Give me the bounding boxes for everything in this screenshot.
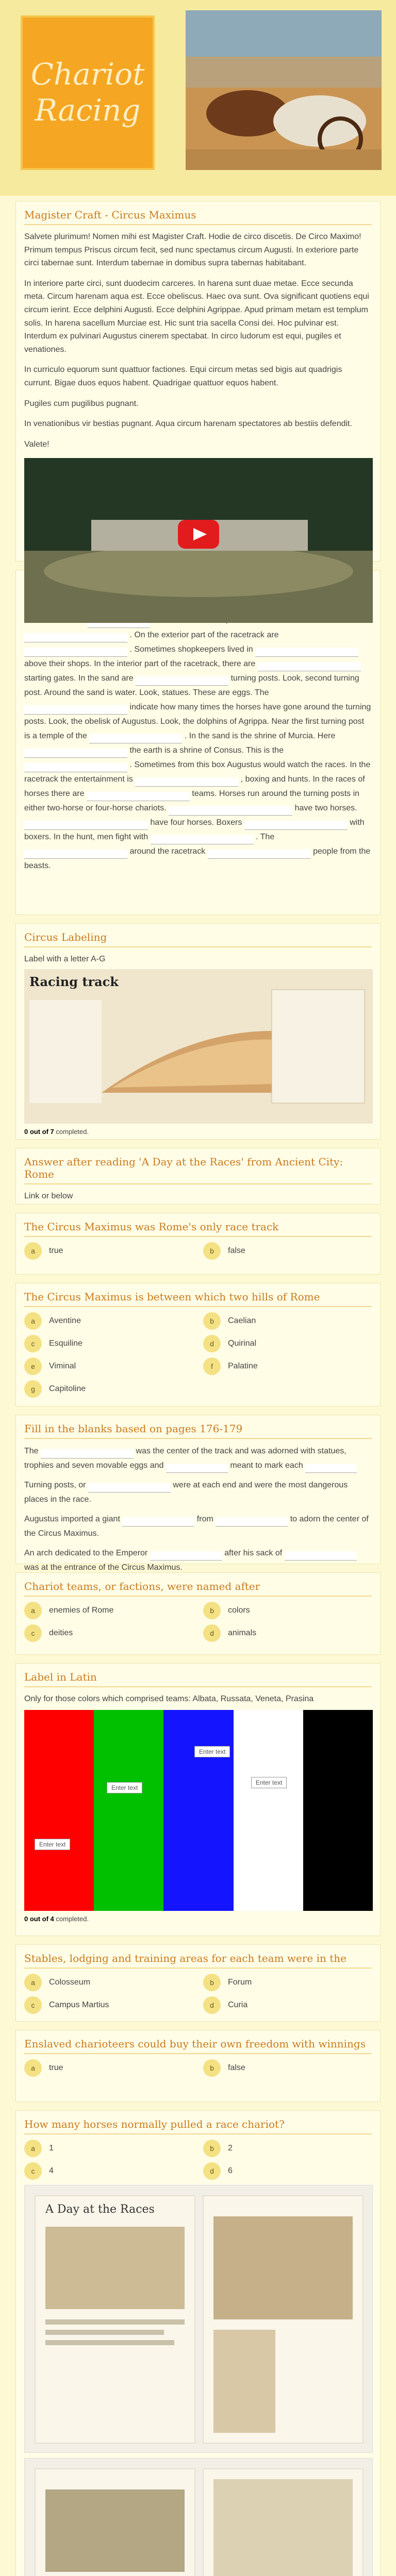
paragraph: Valete! bbox=[24, 439, 50, 449]
blank-input[interactable] bbox=[258, 662, 361, 671]
blue-band bbox=[163, 1710, 233, 1911]
blank-input[interactable] bbox=[135, 777, 238, 787]
latin-label-section bbox=[15, 1663, 381, 1936]
section-heading: Fill in the blanks based on pages 176-179 bbox=[24, 1422, 372, 1439]
question-horses bbox=[15, 2110, 381, 2576]
label-input[interactable]: Enter text bbox=[107, 1782, 142, 1793]
transcript-text: Boxers bbox=[216, 818, 242, 827]
question-hills bbox=[15, 1283, 381, 1406]
option-key: a bbox=[24, 2140, 42, 2157]
answer-option[interactable] bbox=[24, 1312, 193, 1330]
blank-input[interactable] bbox=[88, 1483, 171, 1493]
black-band bbox=[303, 1710, 373, 1911]
answer-option[interactable] bbox=[203, 1602, 372, 1619]
fill-text: was the center of the track and was adorned with statues, trophies and seven movable eggs and bbox=[24, 1447, 346, 1470]
fill-text: was at the entrance of the Circus Maximus. bbox=[24, 1563, 183, 1572]
transcript-text: In the interior part of the racetrack, there are bbox=[94, 659, 256, 668]
question-only-track bbox=[15, 1213, 381, 1275]
blank-input[interactable] bbox=[136, 676, 228, 686]
answer-option[interactable] bbox=[24, 1996, 193, 2014]
transcript-text: . Sometimes from this box Augustus would watch the races. In the racetrack the entertainment is bbox=[24, 760, 371, 784]
option-label: deities bbox=[49, 1629, 73, 1637]
option-key: a bbox=[24, 2059, 42, 2077]
color-board bbox=[24, 1710, 373, 1911]
label-input[interactable]: Enter text bbox=[35, 1839, 70, 1850]
question-factions bbox=[15, 1572, 381, 1655]
option-key: f bbox=[203, 1358, 221, 1375]
option-key: b bbox=[203, 2059, 221, 2077]
option-label: Aventine bbox=[49, 1316, 81, 1325]
fill-text: Turning posts, or bbox=[24, 1481, 86, 1489]
transcript-text: teams. Horses run around the turning posts in either two-horse or four-horse chariots. bbox=[24, 789, 360, 812]
paragraph: In venationibus vir bestias pugnant. Aqua circum harenam spectatores ab bestiis defendit. bbox=[24, 419, 352, 429]
header-image bbox=[186, 10, 382, 170]
blank-input[interactable] bbox=[24, 705, 127, 715]
transcript-text: In the races of horses there are bbox=[24, 775, 365, 798]
transcript-text: turning posts. Look, second turning post. Around the sand is water. Look, statues. These are eggs. The bbox=[24, 674, 359, 697]
fill-text: Augustus imported a giant bbox=[24, 1515, 120, 1523]
fill-text: to adorn the center of the Circus Maximus. bbox=[24, 1515, 369, 1538]
section-heading: Magister Craft - Circus Maximus bbox=[24, 209, 372, 225]
label-input[interactable]: Enter text bbox=[194, 1746, 230, 1757]
answer-option[interactable] bbox=[24, 1335, 193, 1352]
option-key: c bbox=[24, 1996, 42, 2014]
circus-label-section bbox=[15, 923, 381, 1140]
blank-input[interactable] bbox=[24, 749, 127, 758]
option-label: enemies of Rome bbox=[49, 1606, 114, 1615]
option-key: a bbox=[24, 1312, 42, 1330]
blank-input[interactable] bbox=[150, 1551, 222, 1561]
section-heading: Label in Latin bbox=[24, 1671, 372, 1687]
blank-input[interactable] bbox=[41, 1449, 134, 1459]
answer-option[interactable] bbox=[203, 1358, 372, 1375]
video-player[interactable] bbox=[24, 458, 373, 623]
transcript-text: have four horses. bbox=[150, 818, 214, 827]
book-title: A Day at the Races bbox=[45, 2203, 155, 2216]
answer-option[interactable] bbox=[203, 2059, 372, 2077]
answer-option[interactable] bbox=[203, 1335, 372, 1352]
answer-option[interactable] bbox=[24, 2162, 193, 2180]
option-key: c bbox=[24, 2162, 42, 2180]
blank-input[interactable] bbox=[24, 763, 127, 772]
blank-input[interactable] bbox=[166, 1464, 228, 1473]
paragraph: Pugiles cum pugilibus pugnant. bbox=[24, 399, 139, 408]
transcript-text: people from the beasts. bbox=[24, 847, 371, 870]
answer-option[interactable] bbox=[203, 2140, 372, 2157]
green-band bbox=[94, 1710, 163, 1911]
option-key: b bbox=[203, 1312, 221, 1330]
section-heading: Chariot teams, or factions, were named after bbox=[24, 1580, 372, 1597]
paragraph: In interiore parte circi, sunt duodecim carceres. In harena sunt duae metae. Ecce secunda meta. Circum harenam aqua est. Ecce obeliscus. Haec ova sunt. Ova significant quotiens equi circum ierint. Ecce delphini Augusti. Ecce delphini Agrippae. Apud primam metam est templum solis. In harena sacellum Murciae est. Hic sunt tria sacella Consi dei. Hoc pulvinar est. Interdum ex pulvinari Augustus cinerem spectabat. In circo ludorum est equi, pugiles et venationes. bbox=[24, 279, 369, 354]
option-label: Curia bbox=[228, 2001, 248, 2009]
transcript-text: indicate how many times the horses have gone around the turning posts. Look, the obelisk of Augustus. Look, the dolphins of Agrippa. Near the first turning post is a temple of the bbox=[24, 703, 371, 740]
section-heading: How many horses normally pulled a race chariot? bbox=[24, 2118, 372, 2134]
option-label: animals bbox=[228, 1629, 257, 1637]
paragraph: Salvete plurimum! Nomen mihi est Magister Craft. Hodie de circo discetis. De Circo Maximo! Primum tempus Priscus circum fecit, sed nunc spectamus circum Augusti. In exteriore parte circi tabernae sunt. Interdum tabernae in domibus supra tabernas habitabant. bbox=[24, 232, 361, 268]
transcript-body bbox=[24, 599, 372, 873]
question-enslaved bbox=[15, 2030, 381, 2102]
option-label: Quirinal bbox=[228, 1339, 257, 1348]
red-band bbox=[24, 1710, 94, 1911]
option-label: Colosseum bbox=[49, 1978, 91, 1987]
fill-body bbox=[24, 1444, 372, 1575]
header bbox=[0, 0, 396, 196]
option-key: d bbox=[203, 2162, 221, 2180]
option-key: a bbox=[24, 1242, 42, 1260]
option-label: Palatine bbox=[228, 1362, 258, 1370]
section-heading: Circus Labeling bbox=[24, 931, 372, 947]
title-box bbox=[21, 15, 155, 170]
blank-input[interactable] bbox=[24, 648, 127, 657]
transcript-text: with boxers. bbox=[24, 818, 365, 841]
transcript-text: above their shops. bbox=[24, 659, 92, 668]
instruction: Label with a letter A-G bbox=[24, 955, 106, 963]
page-title: Chariot Racing bbox=[30, 57, 145, 128]
fill-sentence bbox=[24, 1478, 372, 1507]
option-key: a bbox=[24, 1974, 42, 1991]
answer-option[interactable] bbox=[24, 1380, 193, 1398]
option-label: Viminal bbox=[49, 1362, 76, 1370]
option-label: Campus Martius bbox=[49, 2001, 109, 2009]
section-body: Link or below bbox=[24, 1192, 73, 1200]
blank-input[interactable] bbox=[87, 792, 190, 801]
transcript-text: starting gates. In the sand are bbox=[24, 674, 134, 683]
option-key: b bbox=[203, 1242, 221, 1260]
transcript-text: have two horses. bbox=[294, 804, 357, 812]
fill-sentence bbox=[24, 1444, 372, 1473]
book-spread bbox=[24, 2458, 373, 2576]
section-heading: The Circus Maximus is between which two hills of Rome bbox=[24, 1291, 372, 1307]
option-label: Forum bbox=[228, 1978, 252, 1987]
transcript-text: . In the sand is the shrine of Murcia. Here bbox=[184, 732, 336, 740]
option-key: d bbox=[203, 1996, 221, 2014]
blank-input[interactable] bbox=[285, 1551, 357, 1561]
option-label: false bbox=[228, 2063, 245, 2072]
answer-option[interactable] bbox=[24, 2140, 193, 2157]
fill-sentence bbox=[24, 1512, 372, 1541]
option-label: Capitoline bbox=[49, 1384, 86, 1393]
blank-input[interactable] bbox=[208, 850, 311, 859]
transcript-text: , boxing and hunts. bbox=[240, 775, 310, 784]
intro-section bbox=[15, 201, 381, 562]
label-input[interactable]: Enter text bbox=[251, 1777, 287, 1788]
question-stables bbox=[15, 1944, 381, 2022]
option-label: true bbox=[49, 1246, 63, 1255]
transcript-text: . The bbox=[256, 833, 275, 841]
option-key: c bbox=[24, 1624, 42, 1642]
instruction: Only for those colors which comprised teams: Albata, Russata, Veneta, Prasina bbox=[24, 1694, 314, 1703]
circus-diagram bbox=[24, 969, 373, 1124]
play-icon[interactable] bbox=[178, 520, 219, 549]
paragraph: In curriculo equorum sunt quattuor factiones. Equi circum metas sed bigis aut quadrigis currunt. Bigae duos equos habent. Quadrigae quattuor equos habent. bbox=[24, 365, 342, 387]
answer-option[interactable] bbox=[203, 1974, 372, 1991]
image-title: Racing track bbox=[29, 974, 119, 989]
transcript-text: . Sometimes shopkeepers lived in bbox=[129, 645, 253, 654]
section-heading: The Circus Maximus was Rome's only race track bbox=[24, 1221, 372, 1237]
option-label: Esquiline bbox=[49, 1339, 82, 1348]
blank-input[interactable] bbox=[122, 1517, 194, 1527]
option-label: 2 bbox=[228, 2144, 233, 2153]
blank-input[interactable] bbox=[24, 633, 127, 642]
answer-option[interactable] bbox=[203, 1624, 372, 1642]
day-races-section bbox=[15, 1148, 381, 1205]
section-heading: Answer after reading 'A Day at the Races' from Ancient City: Rome bbox=[24, 1156, 372, 1184]
option-label: false bbox=[228, 1246, 245, 1255]
option-key: d bbox=[203, 1624, 221, 1642]
blank-input[interactable] bbox=[151, 835, 254, 844]
fill-text: after his sack of bbox=[224, 1549, 283, 1557]
option-key: a bbox=[24, 1602, 42, 1619]
fill-pages-section bbox=[15, 1415, 381, 1572]
blank-input[interactable] bbox=[305, 1464, 357, 1473]
option-label: colors bbox=[228, 1606, 250, 1615]
section-heading: Enslaved charioteers could buy their own freedom with winnings bbox=[24, 2038, 372, 2054]
transcript-text: . On the exterior part of the racetrack are bbox=[129, 631, 279, 639]
transcript-text: around the racetrack bbox=[129, 847, 206, 856]
answer-option[interactable] bbox=[24, 1358, 193, 1375]
fill-text: The bbox=[24, 1447, 39, 1455]
section-heading: Stables, lodging and training areas for each team were in the bbox=[24, 1952, 372, 1969]
fill-sentence bbox=[24, 1546, 372, 1575]
fill-text: meant to mark each bbox=[230, 1461, 303, 1470]
option-key: e bbox=[24, 1358, 42, 1375]
answer-option[interactable] bbox=[24, 1242, 193, 1260]
answer-option[interactable] bbox=[203, 1996, 372, 2014]
answer-option[interactable] bbox=[203, 2162, 372, 2180]
option-key: c bbox=[24, 1335, 42, 1352]
answer-option[interactable] bbox=[24, 2059, 193, 2077]
fill-text: from bbox=[196, 1515, 213, 1523]
option-key: d bbox=[203, 1335, 221, 1352]
blank-input[interactable] bbox=[255, 648, 358, 657]
answer-option[interactable] bbox=[24, 1974, 193, 1991]
blank-input[interactable] bbox=[216, 1517, 288, 1527]
white-band bbox=[234, 1710, 303, 1911]
option-label: 1 bbox=[49, 2144, 54, 2153]
answer-option[interactable] bbox=[203, 1312, 372, 1330]
option-label: 6 bbox=[228, 2166, 233, 2175]
score-text: 0 out of 4 completed. bbox=[24, 1914, 89, 1923]
blank-input[interactable] bbox=[244, 821, 348, 830]
blank-input[interactable] bbox=[89, 734, 182, 743]
content bbox=[15, 201, 381, 2576]
fill-text: were at each end and were the most dangerous places in the race. bbox=[24, 1481, 348, 1504]
option-key: b bbox=[203, 1602, 221, 1619]
option-label: 4 bbox=[49, 2166, 54, 2175]
answer-option[interactable] bbox=[24, 1624, 193, 1642]
transcript-text: the earth is a shrine of Consus. This is the bbox=[129, 746, 284, 755]
answer-option[interactable] bbox=[203, 1242, 372, 1260]
option-label: Caelian bbox=[228, 1316, 256, 1325]
blank-input[interactable] bbox=[24, 821, 148, 830]
book-spread bbox=[24, 2185, 373, 2453]
option-key: b bbox=[203, 2140, 221, 2157]
option-label: true bbox=[49, 2063, 63, 2072]
answer-option[interactable] bbox=[24, 1602, 193, 1619]
fill-text: An arch dedicated to the Emperor bbox=[24, 1549, 148, 1557]
blank-input[interactable] bbox=[24, 850, 127, 859]
score-text: 0 out of 7 completed. bbox=[24, 1127, 89, 1136]
option-key: g bbox=[24, 1380, 42, 1398]
blank-input[interactable] bbox=[169, 806, 292, 816]
option-key: b bbox=[203, 1974, 221, 1991]
transcript-text: In the hunt, men fight with bbox=[53, 833, 148, 841]
